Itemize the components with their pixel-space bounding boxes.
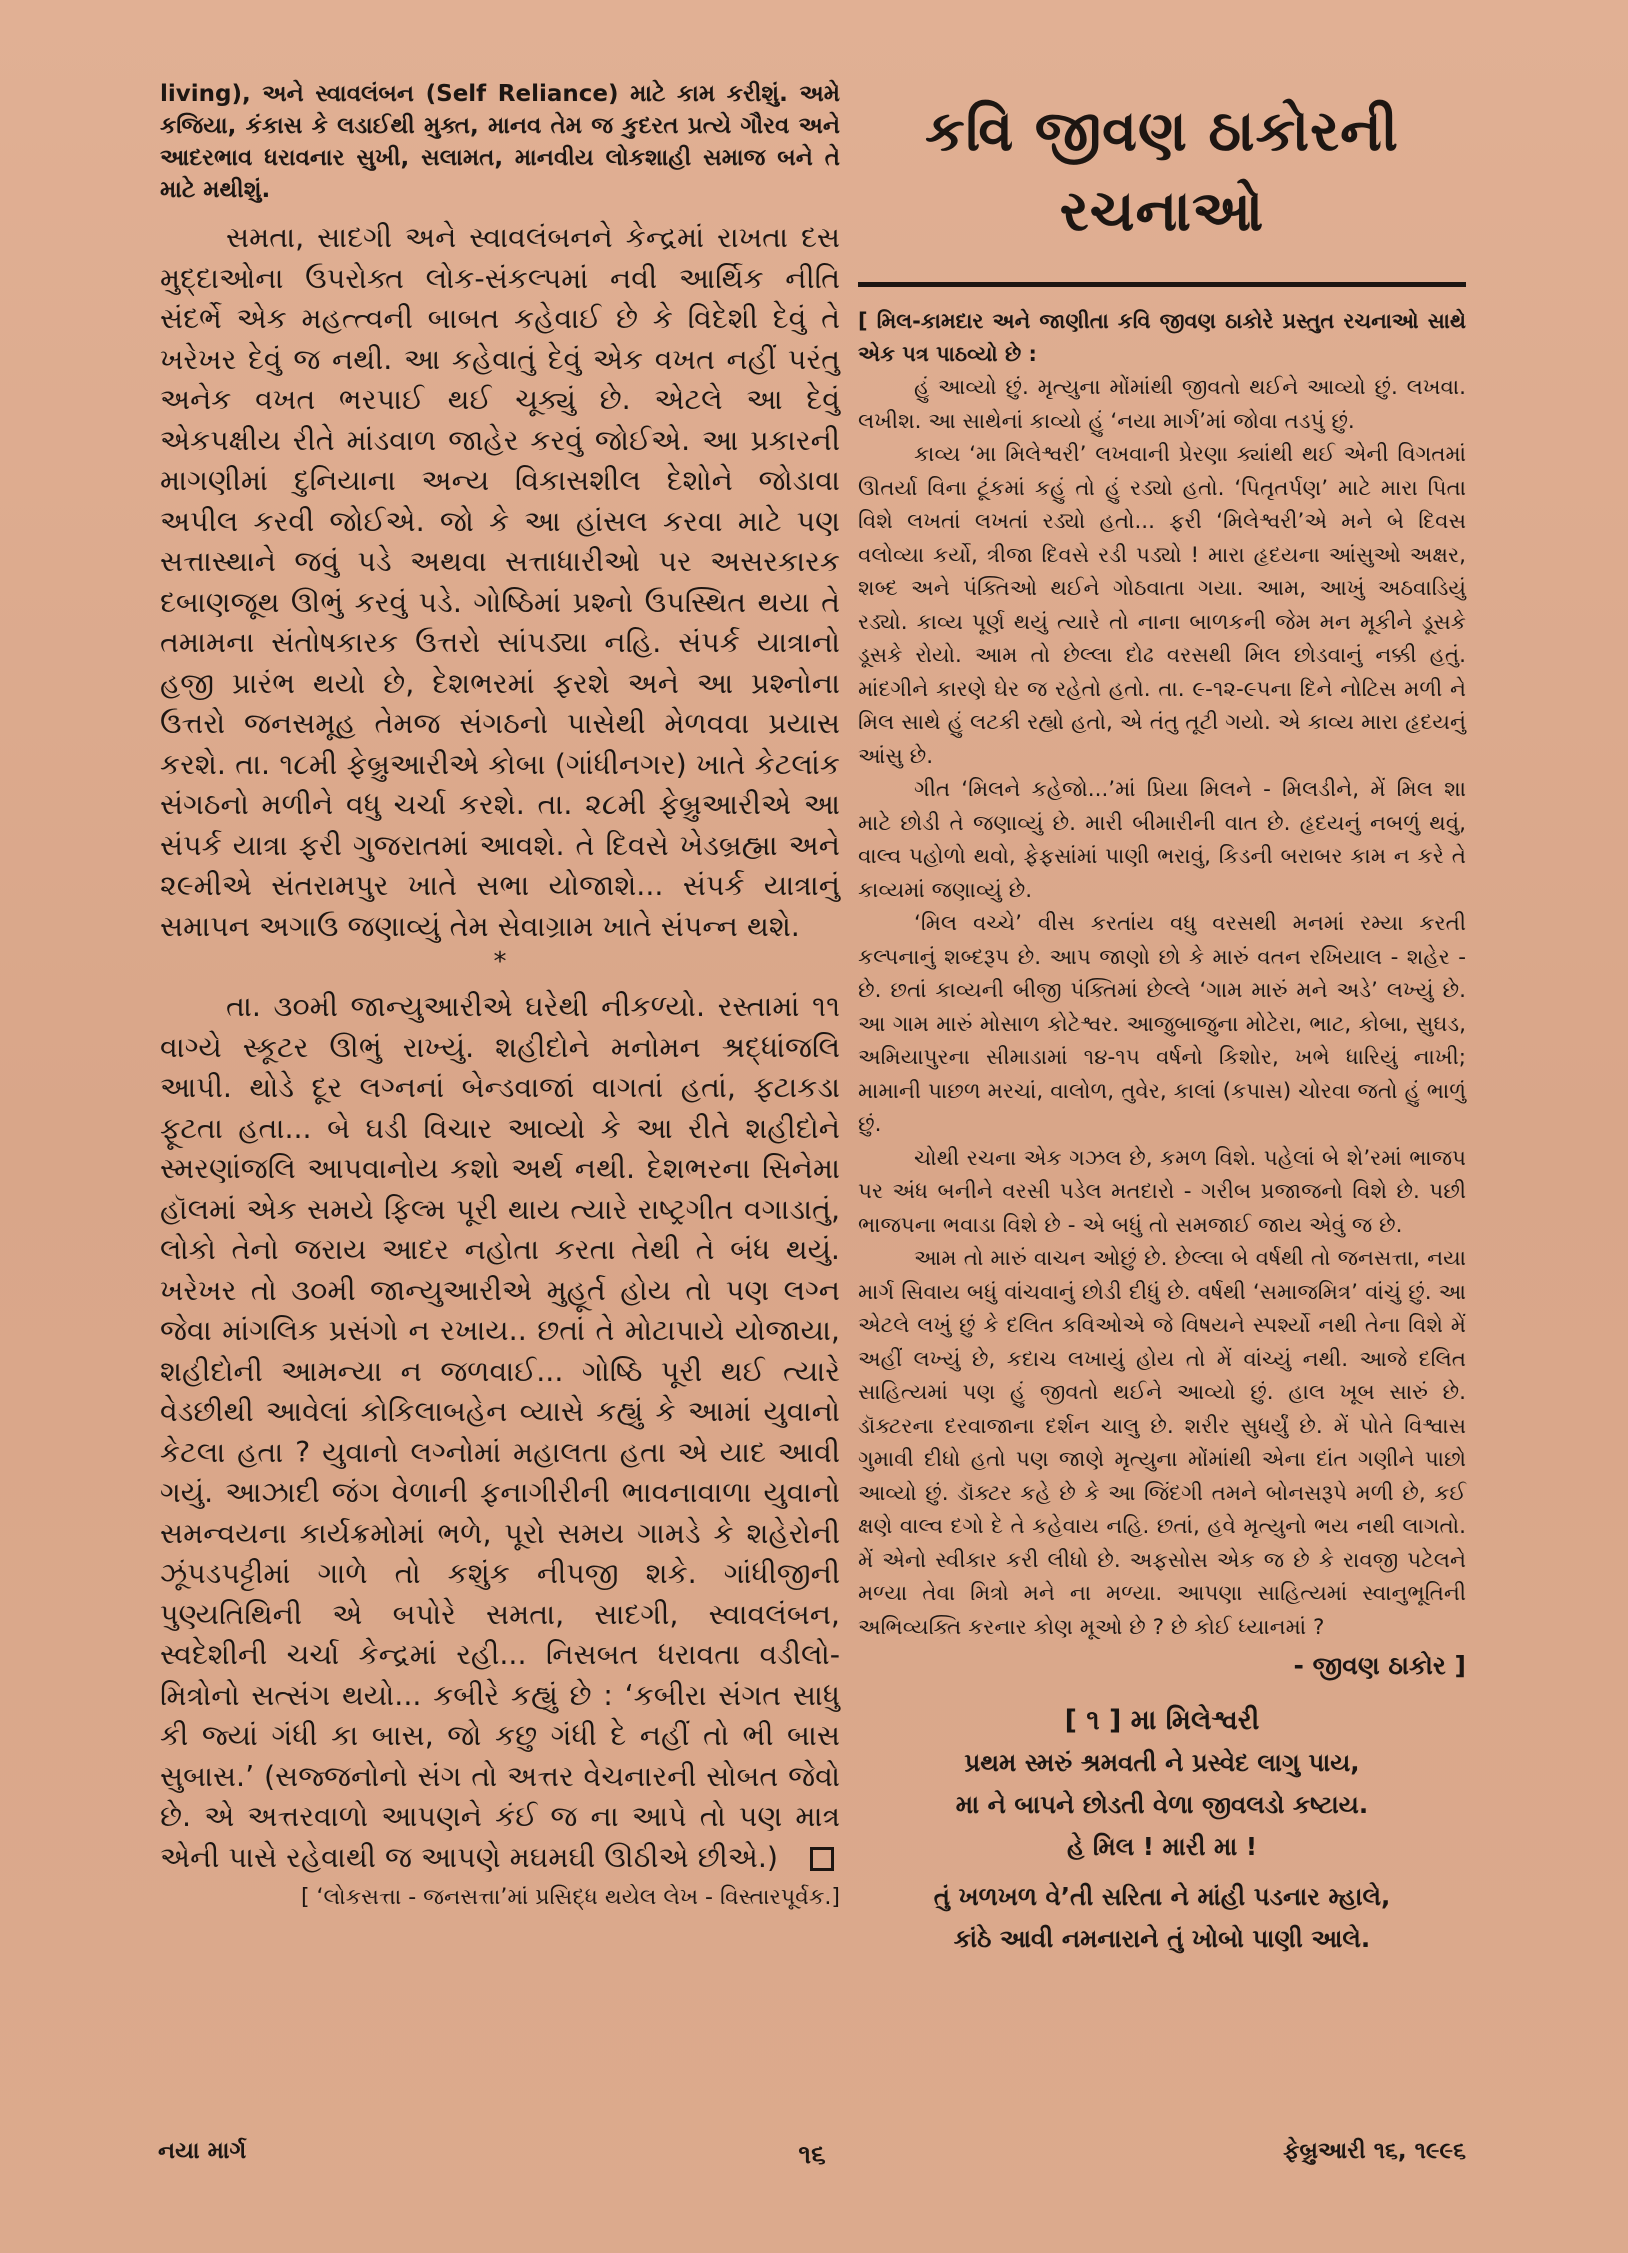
letter-paragraph-3: ગીત ‘મિલને કહેજો...’માં પ્રિયા મિલને - મિલડીને, મેં મિલ શા માટે છોડી તે જણાવ્યું છે. મારી બીમારીની વાત છે. હૃદયનું નબળું થવું, વાલ્વ પહોળો થવો, ફેફસાંમાં પાણી ભરાવું, કિડની બરાબર કામ ન કરે તે કાવ્યમાં જણાવ્યું છે. xyxy=(858,777,1466,903)
letter-intro: [ મિલ-કામદાર અને જાણીતા કવિ જીવણ ઠાકોરે પ્રસ્તુત રચનાઓ સાથે એક પત્ર પાઠવ્યો છે : xyxy=(858,309,1466,366)
letter-paragraph-4: ‘મિલ વચ્ચે’ વીસ કરતાંય વધુ વરસથી મનમાં રમ્યા કરતી કલ્પનાનું શબ્દરૂપ છે. આપ જાણો છો કે મારું વતન રખિયાલ - શહેર - છે. છતાં કાવ્યની બીજી પંક્તિમાં છેલ્લે ‘ગામ મારું મને અડે’ લખ્યું છે. આ ગામ મારું મોસાળ કોટેશ્વર. આજુબાજુના મોટેરા, ભાટ, કોબા, સુઘડ, અમિયાપુરના સીમાડામાં ૧૪-૧૫ વર્ષનો કિશોર, ખભે ધારિયું નાખી; મામાની પાછળ મરચાં, વાલોળ, તુવેર, કાલાં (કપાસ) ચોરવા જતો હું ભાળું છું. xyxy=(858,911,1466,1137)
article-title: કવિ જીવણ ઠાકોરની રચનાઓ xyxy=(925,99,1399,244)
letter-paragraph-6: આમ તો મારું વાચન ઓછું છે. છેલ્લા બે વર્ષથી તો જનસત્તા, નયા માર્ગ સિવાય બધું વાંચવાનું છોડી દીધું છે. વર્ષથી ‘સમાજમિત્ર’ વાંચું છું. આ એટલે લખું છું કે દલિત કવિઓએ જે વિષયને સ્પર્શ્યો નથી તેના વિશે મેં અહીં લખ્યું છે, કદાચ લખાયું હોય તો મેં વાંચ્યું નથી. આજે દલિત સાહિત્યમાં પણ હું જીવતો થઈને આવ્યો છું. હાલ ખૂબ સારું છે. ડૉક્ટરના દરવાજાના દર્શન ચાલુ છે. શરીર સુધર્યું છે. મેં પોતે વિશ્વાસ ગુમાવી દીધો હતો પણ જાણે મૃત્યુના મોંમાંથી એના દાંત ગણીને પાછો આવ્યો છું. ડૉક્ટર કહે છે કે આ જિંદગી તમને બોનસરૂપે મળી છે, કઈ ક્ષણે વાલ્વ દગો દે તે કહેવાય નહિ. છતાં, હવે મૃત્યુનો ભય નથી લાગતો. મેં એનો સ્વીકાર કરી લીધો છે. અફસોસ એક જ છે કે રાવજી પટેલને મળ્યા તેવા મિત્રો મને ના મળ્યા. આપણા સાહિત્યમાં સ્વાનુભૂતિની અભિવ્યક્તિ કરનાર કોણ મૂઓ છે ? છે કોઈ ધ્યાનમાં ? xyxy=(858,1246,1466,1640)
body-paragraph-2 xyxy=(160,987,840,1878)
footer-publication: નયા માર્ગ xyxy=(158,2138,247,2164)
letter-paragraph-2: કાવ્ય ‘મા મિલેશ્વરી’ લખવાની પ્રેરણા ક્યાંથી થઈ એની વિગતમાં ઊતર્યા વિના ટૂંકમાં કહું તો હું રડ્યો હતો. ‘પિતૃતર્પણ’ માટે મારા પિતા વિશે લખતાં લખતાં રડ્યો હતો... ફરી ‘મિલેશ્વરી’એ મને બે દિવસ વલોવ્યા કર્યો, ત્રીજા દિવસે રડી પડ્યો ! મારા હૃદયના આંસુઓ અક્ષર, શબ્દ અને પંક્તિઓ થઈને ગોઠવાતા ગયા. આમ, આખું અઠવાડિયું રડ્યો. કાવ્ય પૂર્ણ થયું ત્યારે તો નાના બાળકની જેમ મન મૂકીને ડૂસકે ડૂસકે રોયો. આમ તો છેલ્લા દોઢ વરસથી મિલ છોડવાનું નક્કી હતું. માંદગીને કારણે ઘેર જ રહેતો હતો. તા. ૯-૧૨-૯૫ના દિને નોટિસ મળી ને મિલ સાથે હું લટકી રહ્યો હતો, એ તંતુ તૂટી ગયો. એ કાવ્ય મારા હૃદયનું આંસુ છે. xyxy=(858,442,1466,769)
poem-line: કાંઠે આવી નમનારાને તું ખોબો પાણી આલે. xyxy=(953,1924,1371,1953)
page-number: ૧૬ xyxy=(798,2140,826,2170)
end-mark-icon xyxy=(810,1847,834,1871)
footer-date: ફેબ્રુઆરી ૧૬, ૧૯૯૬ xyxy=(1283,2138,1466,2164)
page-footer xyxy=(158,2138,1466,2178)
poem-line: મા ને બાપને છોડતી વેળા જીવલડો કષ્ટાય. xyxy=(955,1790,1369,1819)
poem-line: હે મિલ ! મારી મા ! xyxy=(1066,1832,1258,1861)
bold-paragraph: living), અને સ્વાવલંબન (Self Reliance) માટે કામ કરીશું. અમે કજિયા, કંકાસ કે લડાઈથી મુક્ત, માનવ તેમ જ કુદરત પ્રત્યે ગૌરવ અને આદરભાવ ધરાવનાર સુખી, સલામત, માનવીય લોકશાહી સમાજ બને તે માટે મથીશું. xyxy=(160,81,840,203)
title-rule xyxy=(858,282,1466,287)
signature: - જીવણ ઠાકોર ] xyxy=(1293,1651,1466,1680)
body-paragraph-1: સમતા, સાદગી અને સ્વાવલંબનને કેન્દ્રમાં રાખતા દસ મુદ્દાઓના ઉપરોક્ત લોક-સંકલ્પમાં નવી આર્થિક નીતિ સંદર્ભે એક મહત્ત્વની બાબત કહેવાઈ છે કે વિદેશી દેવું તે ખરેખર દેવું જ નથી. આ કહેવાતું દેવું એક વખત નહીં પરંતુ અનેક વખત ભરપાઈ થઈ ચૂક્યું છે. એટલે આ દેવું એકપક્ષીય રીતે માંડવાળ જાહેર કરવું જોઈએ. આ પ્રકારની માગણીમાં દુનિયાના અન્ય વિકાસશીલ દેશોને જોડાવા અપીલ કરવી જોઈએ. જો કે આ હાંસલ કરવા માટે પણ સત્તાસ્થાને જવું પડે અથવા સત્તાધારીઓ પર અસરકારક દબાણજૂથ ઊભું કરવું પડે. ગોષ્ઠિમાં પ્રશ્નો ઉપસ્થિત થયા તે તમામના સંતોષકારક ઉત્તરો સાંપડ્યા નહિ. સંપર્ક યાત્રાનો હજી પ્રારંભ થયો છે, દેશભરમાં ફરશે અને આ પ્રશ્નોના ઉત્તરો જનસમૂહ તેમજ સંગઠનો પાસેથી મેળવવા પ્રયાસ કરશે. તા. ૧૮મી ફેબ્રુઆરીએ કોબા (ગાંધીનગર) ખાતે કેટલાંક સંગઠનો મળીને વધુ ચર્ચા કરશે. તા. ૨૮મી ફેબ્રુઆરીએ આ સંપર્ક યાત્રા ફરી ગુજરાતમાં આવશે. તે દિવસે ખેડબ્રહ્મા અને ૨૯મીએ સંતરામપુર ખાતે સભા યોજાશે... સંપર્ક યાત્રાનું સમાપન અગાઉ જણાવ્યું તેમ સેવાગ્રામ ખાતે સંપન્ન થશે. xyxy=(160,221,840,943)
body-paragraph-2-text: તા. ૩૦મી જાન્યુઆરીએ ઘરેથી નીકળ્યો. રસ્તામાં ૧૧ વાગ્યે સ્કૂટર ઊભું રાખ્યું. શહીદોને મનોમન શ્રદ્ધાંજલિ આપી. થોડે દૂર લગ્નનાં બેન્ડવાજાં વાગતાં હતાં, ફટાકડા ફૂટતા હતા... બે ઘડી વિચાર આવ્યો કે આ રીતે શહીદોને સ્મરણાંજલિ આપવાનોય કશો અર્થ નથી. દેશભરના સિનેમા હૉલમાં એક સમયે ફિલ્મ પૂરી થાય ત્યારે રાષ્ટ્રગીત વગાડાતું, લોકો તેનો જરાય આદર નહોતા કરતા તેથી તે બંધ થયું. ખરેખર તો ૩૦મી જાન્યુઆરીએ મુહૂર્ત હોય તો પણ લગ્ન જેવા માંગલિક પ્રસંગો ન રખાય.. છતાં તે મોટાપાયે યોજાયા, શહીદોની આમન્યા ન જળવાઈ... ગોષ્ઠિ પૂરી થઈ ત્યારે વેડછીથી આવેલાં કોકિલાબહેન વ્યાસે કહ્યું કે આમાં યુવાનો કેટલા હતા ? યુવાનો લગ્નોમાં મહાલતા હતા એ યાદ આવી ગયું. આઝાદી જંગ વેળાની ફનાગીરીની ભાવનાવાળા યુવાનો સમન્વયના કાર્યક્રમોમાં ભળે, પૂરો સમય ગામડે કે શહેરોની ઝૂંપડપટ્ટીમાં ગાળે તો કશુંક નીપજી શકે. ગાંધીજીની પુણ્યતિથિની એ બપોરે સમતા, સાદગી, સ્વાવલંબન, સ્વદેશીની ચર્ચા કેન્દ્રમાં રહી... નિસબત ધરાવતા વડીલો-મિત્રોનો સત્સંગ થયો... કબીરે કહ્યું છે : ‘કબીરા સંગત સાધુ કી જ્યાં ગંધી કા બાસ, જો કછુ ગંધી દે નહીં તો ભી બાસ સુબાસ.’ (સજ્જનોનો સંગ તો અત્તર વેચનારની સોબત જેવો છે. એ અત્તરવાળો આપણને કંઈ જ ના આપે તો પણ માત્ર એની પાસે રહેવાથી જ આપણે મઘમઘી ઊઠીએ છીએ.) xyxy=(160,990,840,1874)
left-column xyxy=(160,78,840,1914)
poem-line: પ્રથમ સ્મરું શ્રમવતી ને પ્રસ્વેદ લાગુ પાય, xyxy=(964,1748,1360,1777)
source-note: [ ‘લોકસત્તા - જનસત્તા’માં પ્રસિદ્ધ થયેલ લેખ - વિસ્તારપૂર્વક.] xyxy=(300,1885,840,1910)
letter-paragraph-1: હું આવ્યો છું. મૃત્યુના મોંમાંથી જીવતો થઈને આવ્યો છું. લખવા. લખીશ. આ સાથેનાં કાવ્યો હું ‘નયા માર્ગ’માં જોવા તડપું છું. xyxy=(858,375,1466,434)
right-column xyxy=(858,92,1466,1960)
section-separator: * xyxy=(493,947,507,977)
poem-title: [ ૧ ] મા મિલેશ્વરી xyxy=(1064,1705,1260,1736)
letter-paragraph-5: ચોથી રચના એક ગઝલ છે, કમળ વિશે. પહેલાં બે શે’રમાં ભાજપ પર અંધ બનીને વરસી પડેલ મતદારો - ગરીબ પ્રજાજનો વિશે છે. પછી ભાજપના ભવાડા વિશે છે - એ બધું તો સમજાઈ જાય એવું જ છે. xyxy=(858,1145,1466,1238)
poem-line: તું ખળખળ વે’તી સરિતા ને માંહી પડનાર મ્હાલે, xyxy=(933,1882,1391,1911)
